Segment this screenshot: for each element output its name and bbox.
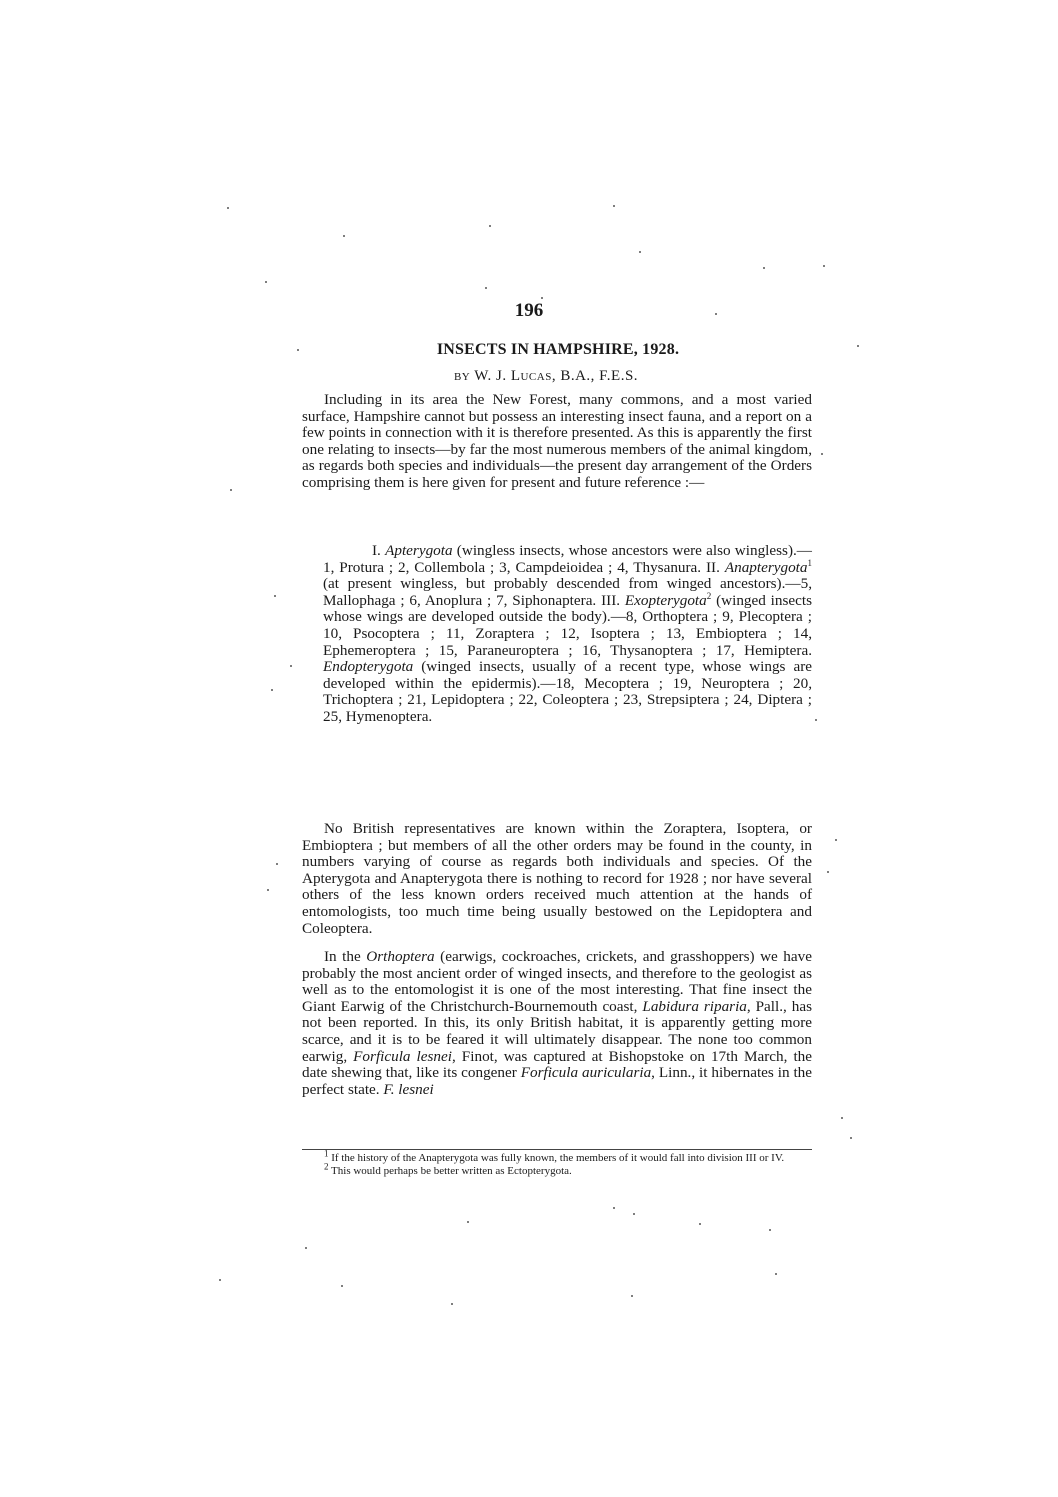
footnote-ref-2: 2 <box>706 590 712 601</box>
paragraph-3-italic-5: F. lesnei <box>383 1080 434 1098</box>
paragraph-3 <box>302 949 812 1098</box>
article-byline: by W. J. Lucas, B.A., F.E.S. <box>453 368 639 384</box>
paragraph-3-text-4: , Finot, was captured at Bishopstoke on 17th March, the date shewing that, like its congener <box>302 1047 813 1082</box>
section-3-number: III. <box>601 591 621 609</box>
footnote-2 <box>302 1160 812 1178</box>
footnote-2-mark: 2 <box>324 1160 329 1171</box>
paragraph-3-text-1: In the <box>324 948 367 965</box>
paragraph-3-text-2: (earwigs, cockroaches, crickets, and grasshoppers) we have probably the most ancient order of winged insects, and therefore to the geologist as well as to the entomologist it is one of the most interesting. That fine insect the Giant Earwig of the Christchurch-Bournemouth coast, <box>302 948 812 1015</box>
section-1-text: (wingless insects, whose ancestors were also wingless).—1, Protura ; 2, Collembola ; 3, Campdeioidea ; 4, Thysanura. <box>323 542 812 576</box>
paragraph-3-text-3: , Pall., has not been reported. In this, its only British habitat, it is apparently getting more scarce, and it is to be feared it will ultimately disappear. The none too common earwig, <box>302 997 812 1065</box>
footnote-1-mark: 1 <box>324 1148 329 1159</box>
footnote-divider <box>302 1149 812 1150</box>
paragraph-3-italic-2: Labidura riparia <box>642 997 747 1015</box>
paragraph-3-text-5: , Linn., it hibernates in the perfect state. <box>302 1064 812 1098</box>
footnote-ref-1: 1 <box>807 557 812 568</box>
paragraph-3-italic-4: Forficula auricularia <box>520 1064 652 1082</box>
paragraph-2: No British representatives are known within the Zoraptera, Isoptera, or Embioptera ; but members of all the other orders may be found in the county, in numbers varying of course as regards both individuals and species. Of the Apterygota and Anapterygota there is nothing to record for 1928 ; nor have several others of the less known orders received much attention at the hands of entomologists, too much time being usually bestowed on the Lepidoptera and Coleoptera. <box>302 820 812 937</box>
section-1-number: I. <box>372 542 381 559</box>
paragraph-3-italic-3: Forficula lesnei <box>353 1047 452 1065</box>
paragraph-3-italic-1: Orthoptera <box>366 948 435 965</box>
footnote-1 <box>302 1148 812 1165</box>
section-1-name: Apterygota <box>385 542 453 559</box>
section-4-text: (winged insects, usually of a recent type, whose wings are developed within the epidermis).—18, Mecoptera ; 19, Neuroptera ; 20, Trichoptera ; 21, Lepidoptera ; 22, Coleoptera ; 23, Strepsiptera ; 24, Diptera ; 25, Hymenoptera. <box>323 658 812 725</box>
section-3-text: (winged insects whose wings are developed outside the body).—8, Orthoptera ; 9, Plecoptera ; 10, Psocoptera ; 11, Zoraptera ; 12, Isoptera ; 13, Embioptera ; 14, Ephemeroptera ; 15, Paraneuroptera ; 16, Thysanoptera ; 17, Hemiptera. <box>323 591 813 659</box>
intro-paragraph: Including in its area the New Forest, many commons, and a most varied surface, Hampshire cannot but possess an interesting insect fauna, and a report on a few points in connection with it is therefore presented. As this is apparently the first one relating to insects—by far the most numerous members of the animal kingdom, as regards both species and individuals—the present day arrangement of the Orders comprising them is here given for present and future reference :— <box>302 391 812 491</box>
article-title: INSECTS IN HAMPSHIRE, 1928. <box>436 341 680 358</box>
section-2-text: (at present wingless, but probably descended from winged ancestors).—5, Mallophaga ; 6, Anoplura ; 7, Siphonaptera. <box>323 575 812 609</box>
footnote-2-text: This would perhaps be better written as Ectopterygota. <box>328 1164 572 1177</box>
section-3-name: Exopterygota <box>624 591 707 609</box>
footnotes <box>302 1148 812 1177</box>
section-2-name: Anapterygota <box>724 558 808 576</box>
section-2-number: II. <box>706 558 720 576</box>
page-number: 196 <box>514 300 544 321</box>
section-4-name: Endopterygota <box>323 658 414 676</box>
orders-list <box>323 543 812 726</box>
footnote-1-text: If the history of the Anapterygota was fully known, the members of it would fall into division III or IV. <box>328 1152 785 1164</box>
